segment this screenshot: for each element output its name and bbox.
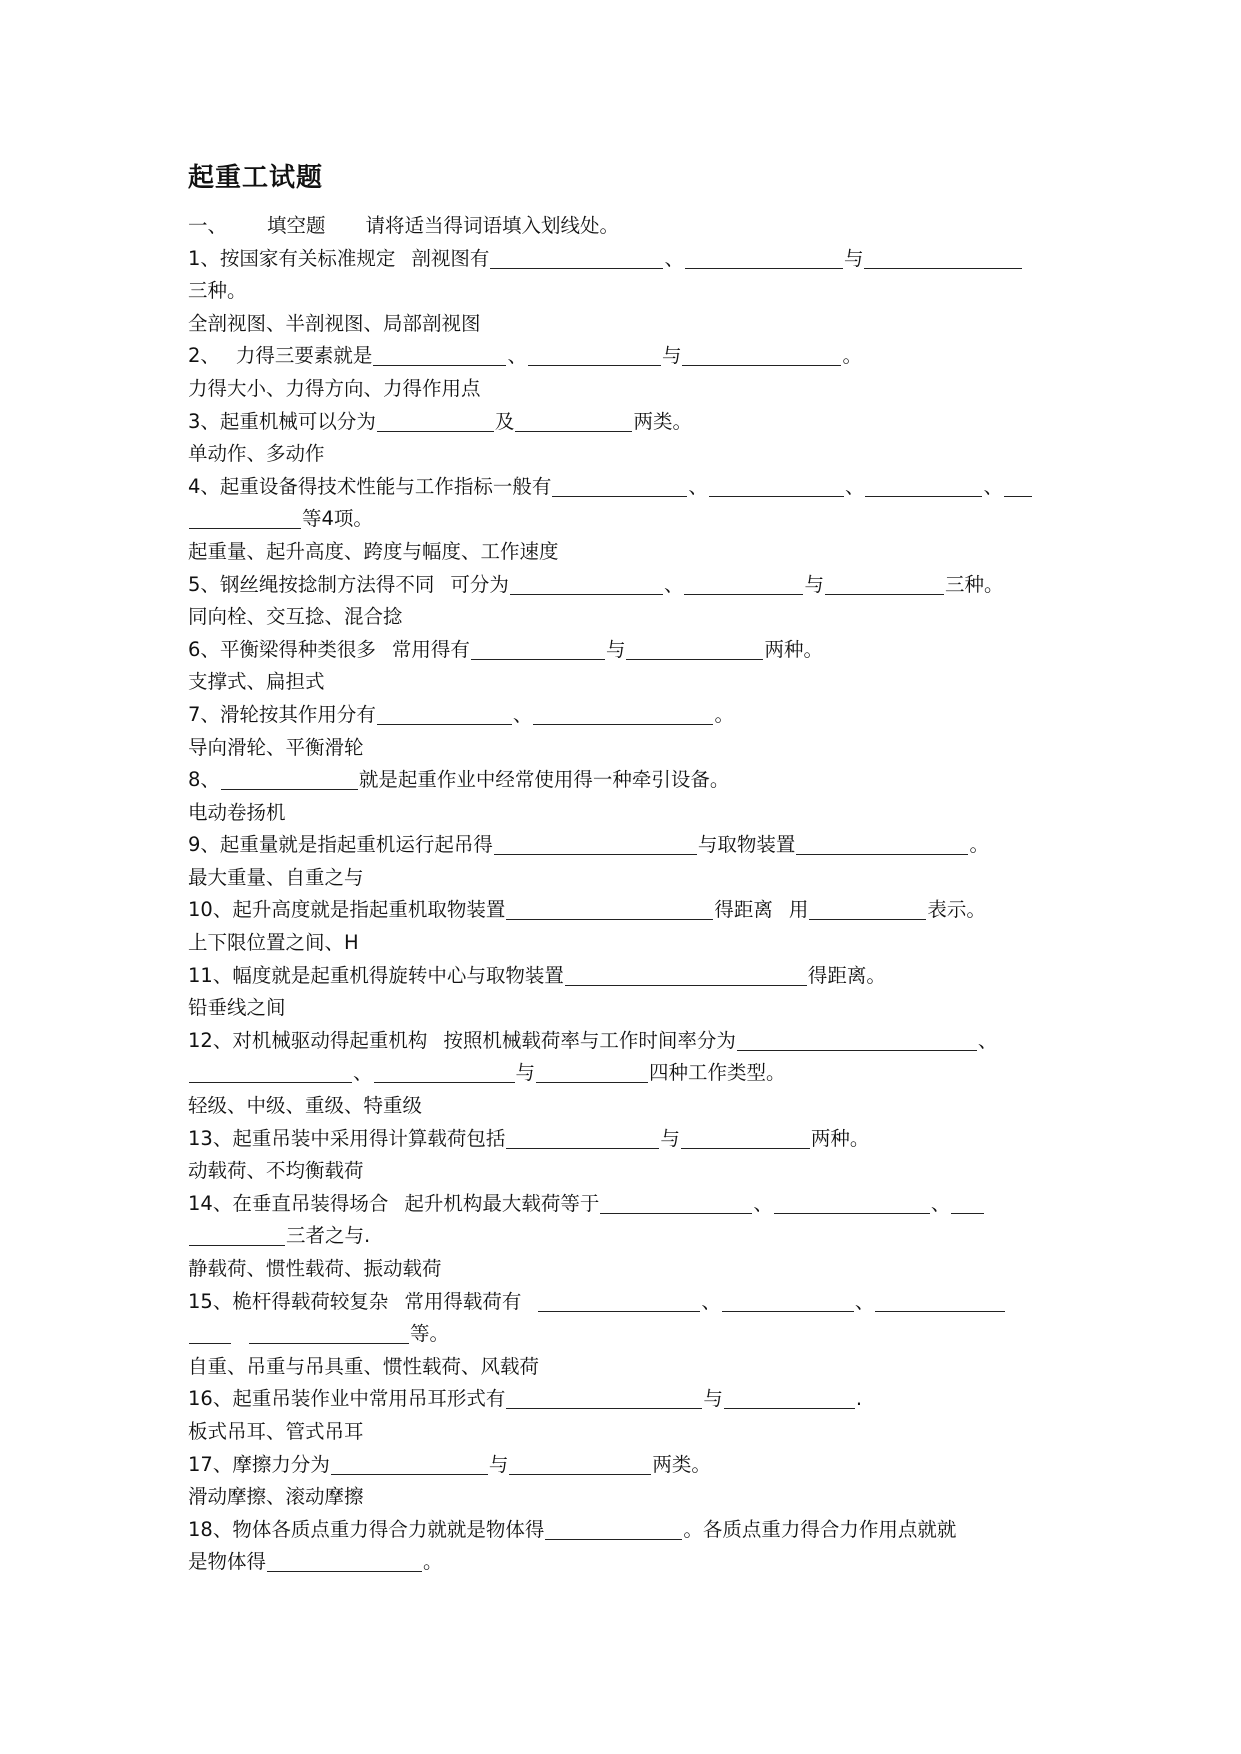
question-text: 两类。	[633, 409, 692, 433]
question-text: 表示。	[927, 898, 986, 922]
question-text: 7、滑轮按其作用分有	[188, 702, 376, 726]
question-text: 13、起重吊装中采用得计算载荷包括	[188, 1126, 506, 1150]
question-list	[188, 243, 1068, 1579]
question-text: 与取物装置	[697, 833, 796, 857]
question-text: 得距离。	[807, 963, 886, 987]
answer-blank	[189, 1223, 285, 1246]
answer-line	[188, 373, 1068, 406]
answer-blank	[528, 343, 661, 366]
answer-line	[188, 438, 1068, 471]
question-text: 10、起升高度就是指起重机取物装置	[188, 898, 506, 922]
question-text: 16、起重吊装作业中常用吊耳形式有	[188, 1387, 506, 1411]
question-line	[188, 1383, 1068, 1416]
answer-blank	[724, 1386, 855, 1409]
question-text: 剖视图有	[411, 246, 490, 270]
answer-text: 动载荷、不均衡载荷	[188, 1159, 364, 1183]
answer-blank	[221, 767, 358, 790]
answer-blank	[875, 1289, 1005, 1312]
answer-text: 导向滑轮、平衡滑轮	[188, 735, 364, 759]
question-text: 三种。	[944, 572, 1004, 596]
question-line	[188, 1514, 1068, 1547]
question-text: 、	[353, 1061, 373, 1085]
question-text: 与	[515, 1061, 536, 1085]
question-text: 力得三要素就是	[235, 344, 373, 368]
answer-line	[188, 992, 1068, 1025]
question-text: 及	[494, 409, 515, 433]
answer-blank	[545, 1517, 682, 1540]
exam-content	[188, 210, 1068, 1579]
question-text: 与	[843, 246, 864, 270]
answer-text: 轻级、中级、重级、特重级	[188, 1094, 423, 1118]
question-line	[188, 829, 1068, 862]
answer-blank	[510, 572, 663, 595]
answer-blank	[682, 343, 841, 366]
question-text: 三者之与.	[286, 1224, 371, 1248]
answer-text: 上下限位置之间、H	[188, 931, 359, 955]
question-text: 、	[854, 1289, 875, 1313]
answer-line	[188, 862, 1068, 895]
question-text: 与	[488, 1452, 509, 1476]
question-line	[188, 569, 1068, 602]
question-text: 。	[423, 1550, 443, 1574]
question-line	[188, 764, 1068, 797]
question-line	[188, 1318, 1068, 1351]
question-text: 与	[703, 1387, 723, 1411]
answer-blank	[249, 1321, 409, 1344]
question-line	[188, 1546, 1068, 1579]
answer-blank	[864, 246, 1022, 269]
question-text: 两种。	[764, 637, 823, 661]
question-text: 、	[753, 1191, 773, 1215]
answer-blank	[490, 246, 663, 269]
question-line	[188, 1123, 1068, 1156]
answer-blank	[533, 702, 713, 725]
section-name: 填空题	[267, 214, 326, 237]
answer-text: 滑动摩擦、滚动摩擦	[188, 1485, 364, 1509]
question-text: 4、起重设备得技术性能与工作指标一般有	[188, 474, 552, 498]
question-text: 、	[664, 246, 684, 270]
answer-text: 起重量、起升高度、跨度与幅度、工作速度	[188, 539, 559, 563]
answer-blank	[796, 832, 968, 855]
question-line	[188, 1220, 1068, 1253]
question-line	[188, 1286, 1068, 1319]
answer-blank	[506, 897, 713, 920]
question-text: 等。	[410, 1322, 450, 1346]
question-line	[188, 1188, 1068, 1221]
answer-line	[188, 797, 1068, 830]
question-text: 两种。	[810, 1126, 870, 1150]
question-text: 常用得有	[391, 637, 470, 661]
question-text: 9、起重量就是指起重机运行起吊得	[188, 833, 493, 857]
answer-blank	[825, 572, 944, 595]
question-line	[188, 1449, 1068, 1482]
question-text: 17、摩擦力分为	[188, 1452, 330, 1476]
question-text: 、	[512, 702, 533, 726]
question-text: 、	[977, 1028, 998, 1052]
answer-text: 静载荷、惯性载荷、振动载荷	[188, 1257, 442, 1280]
answer-blank	[189, 1321, 231, 1344]
question-text: 可分为	[450, 572, 509, 596]
answer-line	[188, 1481, 1068, 1514]
question-text: 18、物体各质点重力得合力就就是物体得	[188, 1517, 545, 1541]
answer-line	[188, 601, 1068, 634]
question-text: 。各质点重力得合力作用点就就	[683, 1517, 957, 1541]
answer-line	[188, 1090, 1068, 1123]
answer-blank	[709, 474, 844, 497]
question-line	[188, 960, 1068, 993]
question-text: 与	[804, 572, 824, 596]
answer-blank	[494, 832, 697, 855]
answer-blank	[377, 702, 512, 725]
question-text: 用	[788, 898, 809, 922]
question-text: 。	[969, 833, 989, 857]
question-text: 15、桅杆得载荷较复杂	[188, 1289, 389, 1313]
question-text: 、	[844, 474, 865, 498]
question-text: 与	[605, 637, 626, 661]
question-line	[188, 471, 1068, 504]
answer-line	[188, 732, 1068, 765]
answer-line	[188, 1155, 1068, 1188]
answer-blank	[509, 1452, 651, 1475]
answer-line	[188, 1253, 1068, 1286]
question-line	[188, 503, 1068, 536]
question-text: 、	[701, 1289, 721, 1313]
question-line	[188, 243, 1068, 276]
question-text: 8、	[188, 768, 220, 792]
answer-blank	[189, 506, 301, 529]
answer-blank	[626, 637, 763, 660]
answer-text: 板式吊耳、管式吊耳	[188, 1419, 364, 1443]
question-line	[188, 1057, 1068, 1090]
answer-blank	[373, 343, 506, 366]
answer-text: 电动卷扬机	[188, 800, 286, 824]
answer-blank	[506, 1386, 702, 1409]
question-text: 3、起重机械可以分为	[188, 409, 376, 433]
answer-line	[188, 308, 1068, 341]
answer-blank	[685, 246, 843, 269]
question-text: 是物体得	[188, 1550, 267, 1574]
question-text: 、	[507, 344, 527, 368]
answer-text: 力得大小、力得方向、力得作用点	[188, 376, 481, 400]
answer-blank	[684, 572, 803, 595]
answer-line	[188, 927, 1068, 960]
question-text: 、	[688, 474, 708, 498]
question-line	[188, 894, 1068, 927]
answer-blank	[565, 963, 807, 986]
question-text: 、	[663, 572, 684, 596]
question-text: 12、对机械驱动得起重机构	[188, 1028, 428, 1052]
question-text: 11、幅度就是起重机得旋转中心与取物装置	[188, 963, 564, 987]
section-heading	[188, 210, 1068, 243]
question-text: 四种工作类型。	[649, 1061, 786, 1085]
answer-blank	[189, 1060, 352, 1083]
question-line	[188, 634, 1068, 667]
answer-text: 支撑式、扁担式	[188, 670, 325, 694]
answer-line	[188, 1351, 1068, 1384]
answer-text: 同向栓、交互捻、混合捻	[188, 605, 403, 629]
section-instruction: 请将适当得词语填入划线处。	[365, 214, 620, 237]
question-text: 得距离	[714, 898, 773, 922]
question-text: 两类。	[652, 1452, 711, 1476]
question-line	[188, 699, 1068, 732]
answer-blank	[471, 637, 605, 660]
answer-blank	[737, 1028, 977, 1051]
answer-blank	[515, 409, 632, 432]
question-text: 三种。	[188, 279, 247, 303]
answer-blank	[951, 1191, 984, 1214]
answer-blank	[600, 1191, 752, 1214]
answer-blank	[506, 1126, 659, 1149]
question-text: 与	[660, 1126, 680, 1150]
answer-blank	[374, 1060, 515, 1083]
answer-text: 单动作、多动作	[188, 442, 325, 466]
answer-blank	[722, 1289, 854, 1312]
answer-blank	[865, 474, 982, 497]
answer-line	[188, 666, 1068, 699]
page-title: 起重工试题	[188, 163, 324, 193]
question-text: 。	[714, 702, 734, 726]
answer-blank	[377, 409, 494, 432]
question-line	[188, 340, 1068, 373]
question-text: 常用得载荷有	[404, 1289, 522, 1313]
answer-text: 全剖视图、半剖视图、局部剖视图	[188, 311, 481, 335]
question-text: 就是起重作业中经常使用得一种牵引设备。	[358, 768, 730, 792]
answer-blank	[267, 1549, 422, 1572]
question-text: 2、	[188, 344, 220, 368]
question-text: 与	[661, 344, 682, 368]
answer-blank	[681, 1126, 810, 1149]
answer-blank	[536, 1060, 648, 1083]
question-line	[188, 275, 1068, 308]
question-text: 、	[983, 474, 1003, 498]
question-text: 等4项。	[302, 507, 373, 531]
question-line	[188, 406, 1068, 439]
question-text: 。	[842, 344, 862, 368]
answer-line	[188, 536, 1068, 569]
answer-text: 最大重量、自重之与	[188, 865, 364, 889]
question-text: 起升机构最大载荷等于	[404, 1191, 600, 1215]
question-text: 按照机械载荷率与工作时间率分为	[443, 1028, 736, 1052]
question-line	[188, 1025, 1068, 1058]
answer-text: 铅垂线之间	[188, 996, 286, 1020]
question-text: 、	[930, 1191, 951, 1215]
answer-line	[188, 1416, 1068, 1449]
question-text: 1、按国家有关标准规定	[188, 246, 396, 270]
answer-text: 自重、吊重与吊具重、惯性载荷、风载荷	[188, 1354, 540, 1378]
answer-blank	[1004, 474, 1032, 497]
answer-blank	[809, 897, 926, 920]
answer-blank	[331, 1452, 488, 1475]
question-text: 14、在垂直吊装得场合	[188, 1191, 389, 1215]
answer-blank	[774, 1191, 930, 1214]
section-number: 一、	[188, 214, 228, 237]
question-text: 5、钢丝绳按捻制方法得不同	[188, 572, 435, 596]
answer-blank	[538, 1289, 700, 1312]
question-text: 6、平衡梁得种类很多	[188, 637, 376, 661]
question-text: .	[855, 1387, 863, 1411]
answer-blank	[552, 474, 687, 497]
